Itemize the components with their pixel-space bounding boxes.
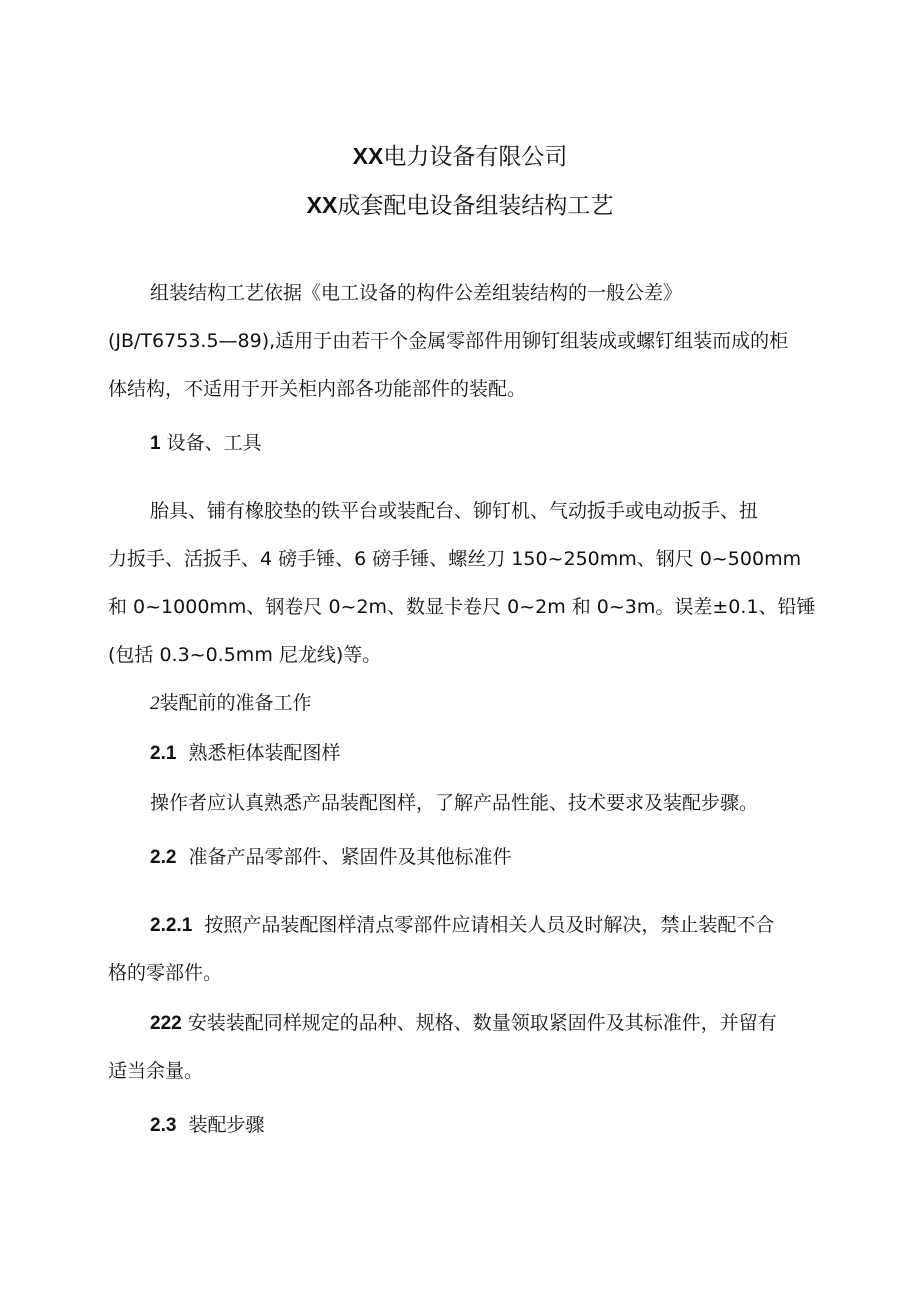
section-2-2-1-line-1 <box>150 912 774 939</box>
section-2-1-number: 2.1 <box>150 743 177 764</box>
section-2-2-heading <box>150 844 512 871</box>
intro-line-2: (JB/T6753.5—89),适用于由若干个金属零部件用铆钉组装成或螺钉组装而成的柜 <box>108 330 789 352</box>
section-2-heading <box>150 690 312 717</box>
section-1-title: 设备、工具 <box>166 432 262 454</box>
tools-line-3: 和 0~1000mm、钢卷尺 0~2m、数显卡卷尺 0~2m 和 0~3m。误差±0.1、铅锤 <box>108 596 816 618</box>
section-2-2-2-number: 222 <box>150 1013 182 1034</box>
section-2-2-1-text: 按照产品装配图样清点零部件应请相关人员及时解决，禁止装配不合 <box>204 914 775 936</box>
tools-line-4: (包括 0.3~0.5mm 尼龙线)等。 <box>108 644 382 666</box>
section-2-1-heading <box>150 740 341 767</box>
section-2-2-1-line-2: 格的零部件。 <box>108 962 223 984</box>
section-1-heading <box>150 430 262 457</box>
section-2-3-heading <box>150 1112 265 1139</box>
intro-line-3: 体结构，不适用于开关柜内部各功能部件的装配。 <box>108 378 527 400</box>
section-2-number: 2 <box>150 693 160 714</box>
section-2-3-number: 2.3 <box>150 1115 177 1136</box>
section-2-title: 装配前的准备工作 <box>159 692 312 714</box>
tools-line-1: 胎具、铺有橡胶垫的铁平台或装配台、铆钉机、气动扳手或电动扳手、扭 <box>150 500 759 522</box>
section-1-number: 1 <box>150 433 161 454</box>
section-2-2-1-number: 2.2.1 <box>150 915 193 936</box>
document-title <box>0 187 920 220</box>
section-2-2-2-line-2: 适当余量。 <box>108 1060 204 1082</box>
company-title <box>0 138 920 171</box>
document-title-prefix: XX <box>306 192 338 218</box>
section-2-2-title: 准备产品零部件、紧固件及其他标准件 <box>188 846 512 868</box>
section-2-1-text: 操作者应认真熟悉产品装配图样，了解产品性能、技术要求及装配步骤。 <box>150 792 759 814</box>
section-2-2-2-line-1 <box>150 1010 777 1037</box>
section-2-2-number: 2.2 <box>150 847 177 868</box>
company-title-prefix: XX <box>352 143 384 169</box>
section-2-1-title: 熟悉柜体装配图样 <box>188 742 341 764</box>
document-title-text: 成套配电设备组装结构工艺 <box>337 193 614 219</box>
section-2-2-2-text: 安装装配同样规定的品种、规格、数量领取紧固件及其标准件，并留有 <box>187 1012 777 1034</box>
tools-line-2: 力扳手、活扳手、4 磅手锤、6 磅手锤、螺丝刀 150~250mm、钢尺 0~500mm <box>108 548 802 570</box>
section-2-3-title: 装配步骤 <box>188 1114 265 1136</box>
intro-line-1: 组装结构工艺依据《电工设备的构件公差组装结构的一般公差》 <box>150 282 683 304</box>
company-title-text: 电力设备有限公司 <box>383 144 568 170</box>
